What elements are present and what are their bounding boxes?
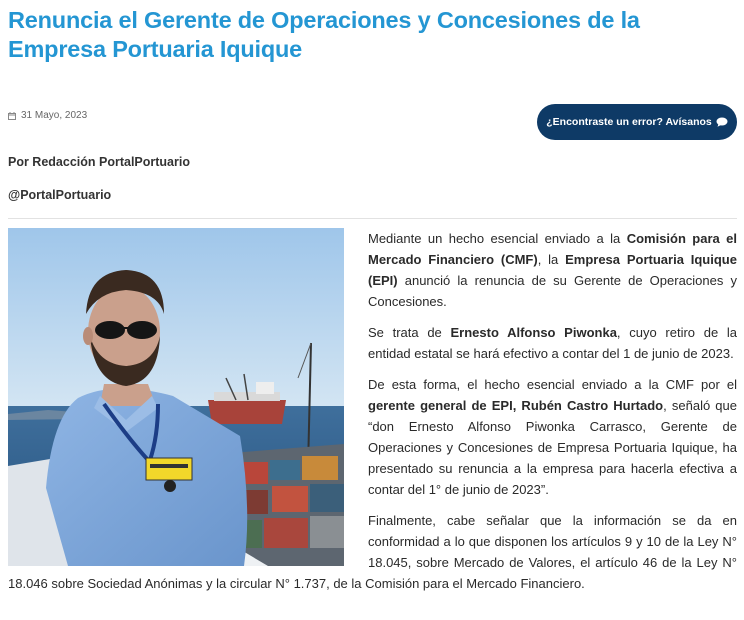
- article-body: [8, 228, 737, 604]
- report-error-button[interactable]: [537, 104, 737, 140]
- speech-bubble-icon: [716, 117, 728, 127]
- byline: Por Redacción PortalPortuario: [8, 155, 190, 169]
- divider: [8, 218, 737, 219]
- author-handle[interactable]: @PortalPortuario: [8, 188, 112, 202]
- photo-float-spacer: [8, 228, 368, 566]
- calendar-icon: [8, 112, 16, 120]
- article-title: Renuncia el Gerente de Operaciones y Concesiones de la Empresa Portuaria Iquique: [8, 7, 640, 62]
- paragraph-2: Se trata de Ernesto Alfonso Piwonka, cuyo retiro de la entidad estatal se hará efectivo a contar del 1 de junio de 2023.: [368, 325, 737, 361]
- report-error-label: ¿Encontraste un error? Avísanos: [546, 116, 712, 128]
- paragraph-1: Mediante un hecho esencial enviado a la Comisión para el Mercado Financiero (CMF), la Empresa Portuaria Iquique (EPI) anunció la renuncia de su Gerente de Operaciones y Concesiones.: [368, 231, 737, 309]
- paragraph-4: Finalmente, cabe señalar que la información se da en conformidad a lo que disponen los artículos 9 y 10 de la Ley N° 18.045, sobre Mercado de Valores, el artículo 46 de la Ley N° 18.046 sobre Sociedad Anónimas y la circular N° 1.737, de la Comisión para el Mercado Financiero.: [8, 513, 737, 591]
- article-meta: [8, 110, 87, 121]
- paragraph-3: De esta forma, el hecho esencial enviado a la CMF por el gerente general de EPI, Rubén Castro Hurtado, señaló que “don Ernesto Alfonso Piwonka Carrasco, Gerente de Operaciones y Concesiones de Empresa Portuaria Iquique, ha presentado su renuncia a la empresa para hacerla efectiva a contar del 1° de junio de 2023”.: [368, 377, 737, 497]
- publish-date: 31 Mayo, 2023: [21, 110, 88, 121]
